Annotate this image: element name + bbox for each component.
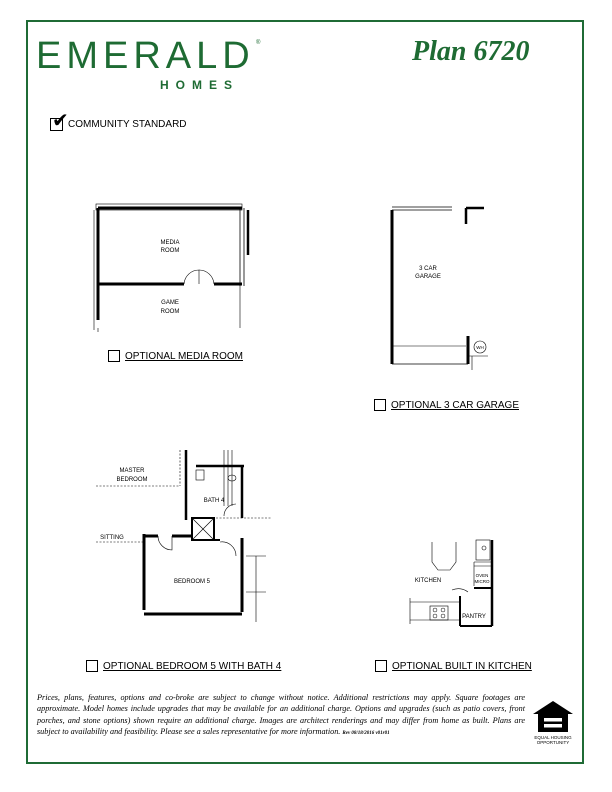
master-bedroom-label-1: MASTER: [119, 468, 145, 474]
equal-housing-label: [524, 735, 582, 745]
water-heater-label: WH: [476, 345, 484, 350]
optional-media-room-checkbox[interactable]: [108, 350, 120, 362]
oven-label-1: OVEN: [475, 573, 489, 578]
kitchen-label: KITCHEN: [414, 578, 442, 584]
optional-built-in-kitchen-checkbox[interactable]: [375, 660, 387, 672]
checkmark-icon: ✔: [52, 110, 69, 132]
master-bedroom-label-2: BEDROOM: [116, 477, 148, 483]
game-room-label-2: ROOM: [160, 309, 180, 315]
optional-bedroom-5-checkbox[interactable]: [86, 660, 98, 672]
equal-housing-line-2: OPPORTUNITY: [536, 740, 570, 745]
emerald-homes-logo: [36, 34, 268, 94]
bedroom-5-floorplan: [96, 446, 272, 622]
plan-title: Plan 6720: [412, 36, 530, 67]
logo-subtitle: HOMES: [160, 78, 240, 92]
optional-media-room[interactable]: [108, 350, 243, 362]
media-room-floorplan: [90, 200, 260, 335]
optional-bedroom-5-bath-4[interactable]: [86, 660, 281, 672]
page-border: [26, 20, 584, 764]
optional-3-car-garage-checkbox[interactable]: [374, 399, 386, 411]
optional-media-room-label: OPTIONAL MEDIA ROOM: [125, 350, 243, 362]
equal-housing-line-1: EQUAL HOUSING: [534, 735, 572, 740]
pantry-label: PANTRY: [462, 614, 486, 620]
logo-registered-mark: ®: [256, 40, 261, 46]
community-standard-checkbox[interactable]: [50, 110, 69, 132]
sitting-label: SITTING: [100, 535, 124, 541]
game-room-label-1: GAME: [161, 300, 179, 306]
garage-floorplan: [384, 204, 494, 370]
garage-label-1: 3 CAR: [419, 266, 437, 272]
bedroom-5-label: BEDROOM 5: [173, 579, 211, 585]
disclaimer-body: Prices, plans, features, options and co-broke are subject to change without notice. Additional restrictions may apply. Square footages are approximate. Model homes include upgrades that may be available for an additional charge. Options and upgrades (such as patio covers, front porches, and stone options) shown require an additional charge. Images are architect renderings and may differ from home as built. Plans are subject to availability and feasibility. Please see a sales representative for more information.: [37, 693, 525, 737]
optional-3-car-garage-label: OPTIONAL 3 CAR GARAGE: [391, 399, 519, 411]
community-standard-option[interactable]: [50, 110, 187, 132]
garage-label-2: GARAGE: [415, 274, 441, 280]
logo-wordmark: EMERALD: [36, 35, 255, 77]
oven-label-2: MICRO: [474, 579, 490, 584]
optional-3-car-garage[interactable]: [374, 399, 519, 411]
optional-bedroom-5-label: OPTIONAL BEDROOM 5 WITH BATH 4: [103, 660, 282, 672]
revision-label: Rev 08/18/2016 v01r01: [342, 731, 390, 737]
optional-built-in-kitchen-label: OPTIONAL BUILT IN KITCHEN: [392, 660, 532, 672]
kitchen-floorplan: [404, 536, 500, 632]
media-room-label-1: MEDIA: [160, 240, 180, 246]
disclaimer-text: [37, 692, 525, 740]
optional-built-in-kitchen[interactable]: [375, 660, 532, 672]
media-room-label-2: ROOM: [160, 248, 180, 254]
bath-4-label: BATH 4: [203, 498, 225, 504]
community-standard-label: COMMUNITY STANDARD: [68, 119, 187, 130]
